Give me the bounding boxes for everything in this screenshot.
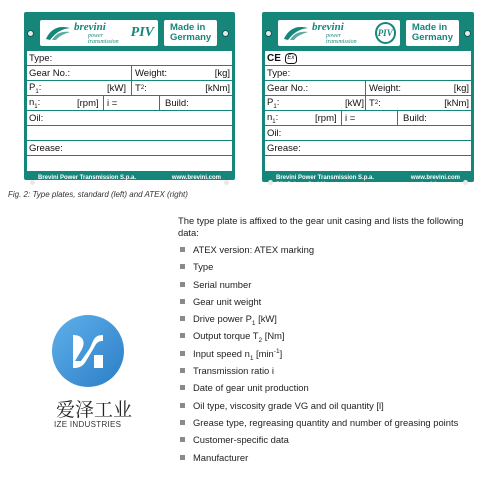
screw-icon <box>30 180 35 185</box>
piv-logo-text: PIV <box>130 25 154 40</box>
label-grease: Grease: <box>267 142 301 154</box>
label-ratio: i = <box>345 112 356 124</box>
ize-industries-logo-icon <box>50 313 126 389</box>
unit-weight: [kg] <box>453 82 469 94</box>
row-power-torque <box>27 81 232 96</box>
made-in-line2: Germany <box>411 32 453 43</box>
footer-company2: PIV Drives GmbH <box>276 182 326 188</box>
plate-footer <box>265 171 471 193</box>
label-ratio: i = <box>107 97 118 109</box>
row-grease <box>27 141 232 156</box>
row-oil <box>265 126 471 141</box>
screw-icon <box>27 30 34 37</box>
label-p1: $P_1$: <box>267 96 280 110</box>
brevini-logo <box>40 20 158 46</box>
list-item-text: Output torque $T_2$ [Nm] <box>193 330 285 345</box>
unit-weight: [kg] <box>214 67 230 79</box>
list-item <box>178 348 458 365</box>
piv-logo-circle: PIV <box>375 22 396 44</box>
label-t2: T 2 : <box>369 97 381 109</box>
label-gear-no: Gear No.: <box>29 67 71 79</box>
brand-name: brevini <box>74 20 106 33</box>
atex-type-plate <box>262 12 474 188</box>
ize-chinese-name: 爱泽工业 <box>56 399 133 421</box>
list-item-text: Input speed $n_1$ $[\min^{-1}]$ <box>193 347 283 362</box>
made-in-line2: Germany <box>170 32 212 43</box>
row-speed-ratio <box>27 96 232 111</box>
square-bullet-icon <box>180 282 185 287</box>
row-oil <box>27 111 232 126</box>
type-plate-data-list <box>178 244 458 469</box>
square-bullet-icon <box>180 385 185 390</box>
plate-header <box>27 15 232 51</box>
row-type <box>27 51 232 66</box>
swoosh-icon <box>44 24 72 42</box>
label-t2: T 2 : <box>135 82 147 94</box>
footer-url2: www.piv-drives.com <box>163 182 221 188</box>
unit-n1: [rpm] <box>315 112 337 124</box>
footer-company2: PIV Drives GmbH <box>38 182 88 188</box>
list-item <box>178 434 458 451</box>
label-n1: $n_1$: <box>29 96 41 110</box>
square-bullet-icon <box>180 264 185 269</box>
list-item-text: Date of gear unit production <box>193 382 309 394</box>
brevini-logo <box>278 20 400 46</box>
list-item-text: Customer-specific data <box>193 434 289 446</box>
label-build: Build: <box>165 97 189 109</box>
ex-mark-icon: Ex <box>285 53 297 64</box>
screw-icon <box>222 30 229 37</box>
list-item-text: Drive power $P_1$ [kW] <box>193 313 277 328</box>
row-speed-ratio <box>265 111 471 126</box>
list-item <box>178 400 458 417</box>
list-item-text: Gear unit weight <box>193 295 262 307</box>
square-bullet-icon <box>180 403 185 408</box>
screw-icon <box>224 180 229 185</box>
screw-icon <box>463 180 468 185</box>
list-item <box>178 365 458 382</box>
square-bullet-icon <box>180 420 185 425</box>
square-bullet-icon <box>180 316 185 321</box>
list-item <box>178 296 458 313</box>
footer-url2: www.piv-drives.com <box>402 182 460 188</box>
label-oil: Oil: <box>267 127 282 139</box>
label-p1: $P_1$: <box>29 81 42 95</box>
unit-t2: [kNm] <box>205 82 230 94</box>
square-bullet-icon <box>180 299 185 304</box>
row-grease <box>265 141 471 156</box>
unit-n1: [rpm] <box>77 97 99 109</box>
list-item-text: Oil type, viscosity grade VG and oil quantity [l] <box>193 399 384 411</box>
list-item <box>178 279 458 296</box>
swoosh-icon <box>282 24 310 42</box>
row-power-torque <box>265 96 471 111</box>
list-item <box>178 382 458 399</box>
unit-t2: [kNm] <box>444 97 469 109</box>
unit-p1: [kW] <box>107 82 126 94</box>
made-in-line1: Made in <box>411 22 448 34</box>
list-item-text: Manufacturer <box>193 451 249 463</box>
made-in-germany <box>406 20 459 46</box>
label-build: Build: <box>403 112 427 124</box>
list-item <box>178 330 458 347</box>
intro-paragraph: The type plate is affixed to the gear unit casing and lists the following data: <box>178 215 464 238</box>
made-in-germany <box>164 20 217 46</box>
row-atex-marking <box>265 51 471 66</box>
made-in-line1: Made in <box>170 22 206 34</box>
screw-icon <box>265 30 272 37</box>
list-item <box>178 313 458 330</box>
row-grease-2 <box>27 156 232 171</box>
list-item-text: Serial number <box>193 278 252 290</box>
footer-company1: Brevini Power Transmission S.p.a. <box>276 174 375 181</box>
list-item-text: ATEX version: ATEX marking <box>193 244 315 255</box>
figure-caption: Fig. 2: Type plates, standard (left) and ATEX (right) <box>8 190 188 199</box>
plate-fields <box>27 51 232 171</box>
square-bullet-icon <box>180 333 185 338</box>
ize-english-name: IZE INDUSTRIES <box>54 420 122 429</box>
unit-p1: [kW] <box>345 97 364 109</box>
list-item <box>178 452 458 469</box>
list-item-text: Transmission ratio i <box>193 365 274 377</box>
square-bullet-icon <box>180 351 185 356</box>
row-gear-no <box>265 81 471 96</box>
plate-fields <box>265 51 471 171</box>
row-type <box>265 66 471 81</box>
label-type: Type: <box>29 52 53 64</box>
square-bullet-icon <box>180 247 185 252</box>
list-item <box>178 244 458 261</box>
label-oil: Oil: <box>29 112 44 124</box>
list-item-text: Grease type, regreasing quantity and number of greasing points <box>193 416 459 428</box>
label-grease: Grease: <box>29 142 63 154</box>
row-gear-no <box>27 66 232 81</box>
row-grease-2 <box>265 156 471 171</box>
footer-company1: Brevini Power Transmission S.p.a. <box>38 174 137 181</box>
list-item <box>178 261 458 278</box>
list-item-text: Type <box>193 261 214 273</box>
plate-header <box>265 15 471 51</box>
screw-icon <box>268 180 273 185</box>
label-n1: $n_1$: <box>267 111 279 125</box>
ce-mark-icon: CE <box>267 52 281 64</box>
brand-sub: power transmission <box>326 32 357 45</box>
brand-name: brevini <box>312 20 344 33</box>
brand-sub: power transmission <box>88 32 119 45</box>
label-weight: Weight: <box>369 82 402 94</box>
standard-type-plate <box>24 12 235 188</box>
label-gear-no: Gear No.: <box>267 82 309 94</box>
label-weight: Weight: <box>135 67 168 79</box>
label-type: Type: <box>267 67 291 79</box>
square-bullet-icon <box>180 455 185 460</box>
square-bullet-icon <box>180 368 185 373</box>
list-item <box>178 417 458 434</box>
footer-url1: www.brevini.com <box>171 174 221 181</box>
screw-icon <box>464 30 471 37</box>
row-oil-2 <box>27 126 232 141</box>
footer-url1: www.brevini.com <box>410 174 460 181</box>
square-bullet-icon <box>180 437 185 442</box>
